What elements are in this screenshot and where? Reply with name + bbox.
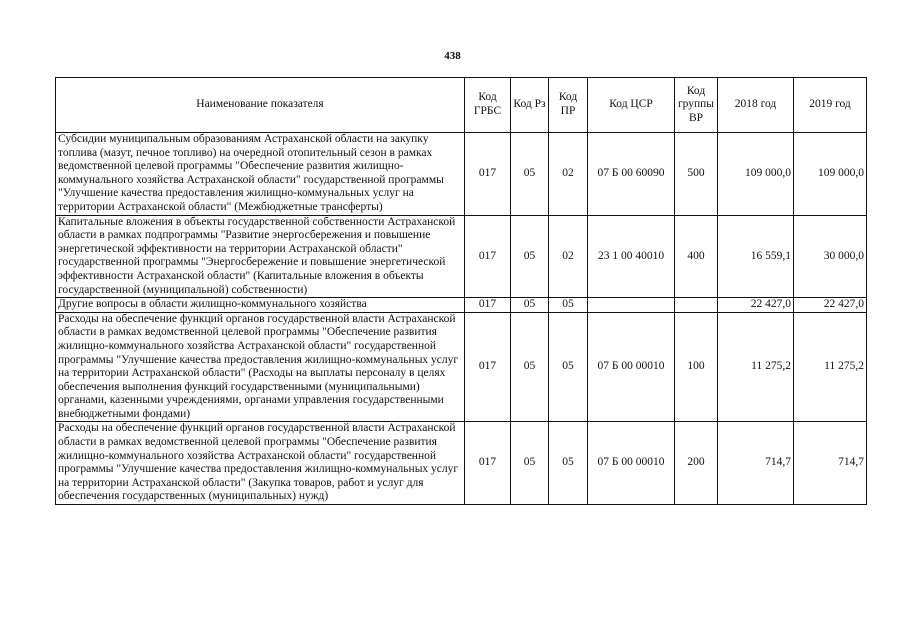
table-row <box>56 215 867 298</box>
row-rz: 05 <box>511 215 549 298</box>
row-2019: 30 000,0 <box>794 215 867 298</box>
table-row <box>56 298 867 313</box>
table-row <box>56 312 867 422</box>
row-2018: 714,7 <box>718 422 794 505</box>
header-rz: Код Рз <box>511 78 549 133</box>
header-grbs: Код ГРБС <box>465 78 511 133</box>
header-vr: Код группы ВР <box>675 78 718 133</box>
row-csr <box>588 298 675 313</box>
row-rz: 05 <box>511 298 549 313</box>
row-pr: 02 <box>549 215 588 298</box>
row-grbs: 017 <box>465 298 511 313</box>
header-csr: Код ЦСР <box>588 78 675 133</box>
row-grbs: 017 <box>465 312 511 422</box>
row-grbs: 017 <box>465 422 511 505</box>
row-pr: 05 <box>549 298 588 313</box>
row-grbs: 017 <box>465 215 511 298</box>
row-vr: 400 <box>675 215 718 298</box>
budget-table <box>55 77 867 505</box>
header-row <box>56 78 867 133</box>
row-pr: 05 <box>549 312 588 422</box>
header-pr: Код ПР <box>549 78 588 133</box>
row-vr <box>675 298 718 313</box>
row-2018: 109 000,0 <box>718 133 794 216</box>
header-name: Наименование показателя <box>56 78 465 133</box>
row-name: Другие вопросы в области жилищно-коммунального хозяйства <box>56 298 465 313</box>
row-rz: 05 <box>511 422 549 505</box>
row-2018: 22 427,0 <box>718 298 794 313</box>
row-2019: 109 000,0 <box>794 133 867 216</box>
row-2018: 11 275,2 <box>718 312 794 422</box>
row-csr: 23 1 00 40010 <box>588 215 675 298</box>
table-row <box>56 133 867 216</box>
row-vr: 500 <box>675 133 718 216</box>
row-csr: 07 Б 00 60090 <box>588 133 675 216</box>
row-rz: 05 <box>511 133 549 216</box>
row-name: Субсидии муниципальным образованиям Астраханской области на закупку топлива (мазут, печное топливо) на очередной отопительный сезон в рамках ведомственной целевой программы "Обеспечение развития жилищно-коммунального хозяйства Астраханской области" государственной программы "Улучшение качества предоставления жилищно-коммунальных услуг на территории Астраханской области" (Межбюджетные трансферты) <box>56 133 465 216</box>
row-2019: 11 275,2 <box>794 312 867 422</box>
row-csr: 07 Б 00 00010 <box>588 422 675 505</box>
row-2019: 714,7 <box>794 422 867 505</box>
row-name: Расходы на обеспечение функций органов государственной власти Астраханской области в рамках ведомственной целевой программы "Обеспечение развития жилищно-коммунального хозяйства Астраханской области" государственной программы "Улучшение качества предоставления жилищно-коммунальных услуг на территории Астраханской области" (Закупка товаров, работ и услуг для обеспечения государственных (муниципальных) нужд) <box>56 422 465 505</box>
row-2018: 16 559,1 <box>718 215 794 298</box>
row-csr: 07 Б 00 00010 <box>588 312 675 422</box>
row-vr: 200 <box>675 422 718 505</box>
row-2019: 22 427,0 <box>794 298 867 313</box>
row-pr: 02 <box>549 133 588 216</box>
header-2018: 2018 год <box>718 78 794 133</box>
row-name: Капитальные вложения в объекты государственной собственности Астраханской области в рамках подпрограммы "Развитие энергосбережения и повышение энергетической эффективности на территории Астраханской области" государственной программы "Энергосбережение и повышение энергетической эффективности Астраханской области" (Капитальные вложения в объекты государственной (муниципальной) собственности) <box>56 215 465 298</box>
row-rz: 05 <box>511 312 549 422</box>
header-2019: 2019 год <box>794 78 867 133</box>
table-row <box>56 422 867 505</box>
row-pr: 05 <box>549 422 588 505</box>
row-grbs: 017 <box>465 133 511 216</box>
page-number: 438 <box>444 50 461 62</box>
row-name: Расходы на обеспечение функций органов государственной власти Астраханской области в рамках ведомственной целевой программы "Обеспечение развития жилищно-коммунального хозяйства Астраханской области" государственной программы "Улучшение качества предоставления жилищно-коммунальных услуг на территории Астраханской области" (Расходы на выплаты персоналу в целях обеспечения выполнения функций государственными (муниципальными) органами, казенными учреждениями, органами управления государственными внебюджетными фондами) <box>56 312 465 422</box>
row-vr: 100 <box>675 312 718 422</box>
